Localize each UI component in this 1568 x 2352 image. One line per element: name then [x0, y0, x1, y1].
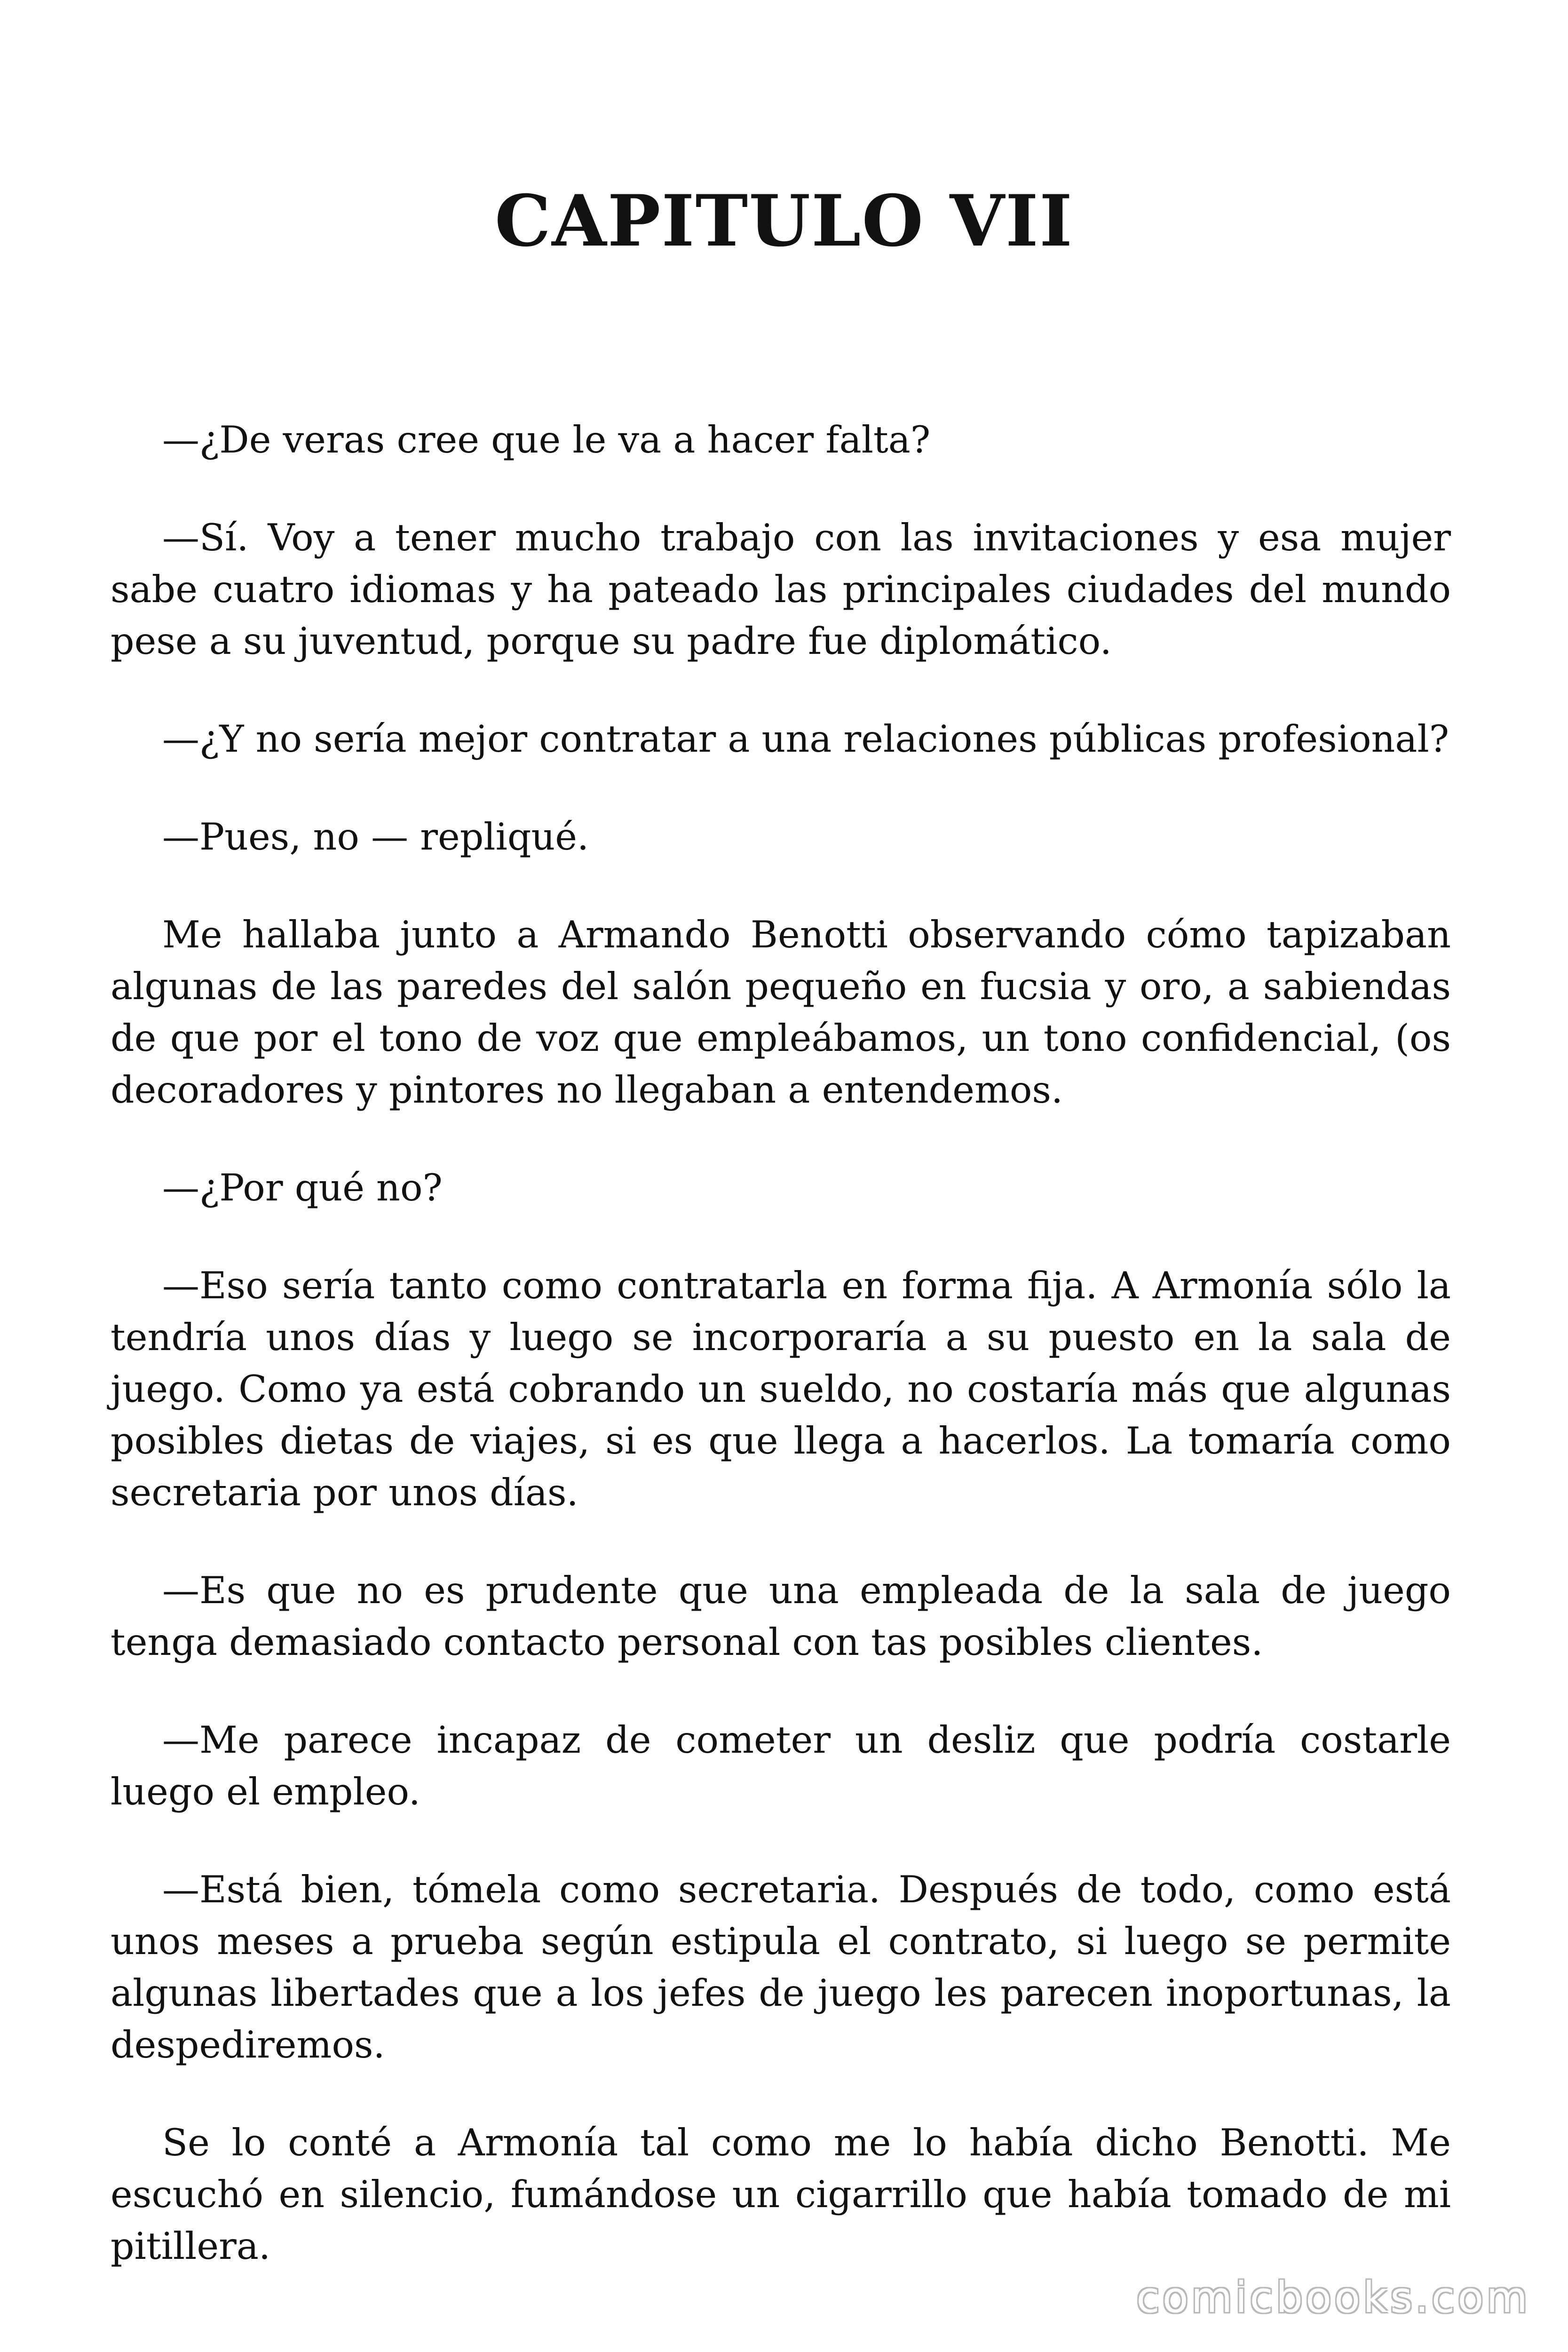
paragraph: —Es que no es prudente que una empleada de la sala de juego tenga demasiado contacto personal con tas posibles clientes.: [111, 1569, 1451, 1664]
paragraph: —¿Por qué no?: [162, 1166, 443, 1209]
paragraph: —Me parece incapaz de cometer un desliz que podría costarle luego el empleo.: [111, 1718, 1451, 1813]
chapter-title: CAPITULO VII: [494, 180, 1074, 262]
watermark: comicbooks.com: [1136, 2273, 1530, 2322]
paragraph: —Eso sería tanto como contratarla en forma fija. A Armonía sólo la tendría unos días y luego se incorporaría a su puesto en la sala de juego. Como ya está cobrando un sueldo, no costaría más que algunas posibles dietas de viajes, si es que llega a hacerlos. La tomaría como secretaria por unos días.: [111, 1264, 1451, 1514]
paragraph: —Sí. Voy a tener mucho trabajo con las invitaciones y esa mujer sabe cuatro idiomas y ha pateado las principales ciudades del mundo pese a su juventud, porque su padre fue diplomático.: [111, 516, 1451, 663]
paragraph: —Está bien, tómela como secretaria. Después de todo, como está unos meses a prueba según estipula el contrato, si luego se permite algunas libertades que a los jefes de juego les parecen inoportunas, la despediremos.: [111, 1868, 1451, 2066]
paragraph: Se lo conté a Armonía tal como me lo había dicho Benotti. Me escuchó en silencio, fumándose un cigarrillo que había tomado de mi pitillera.: [111, 2121, 1451, 2268]
chapter-body: [111, 414, 1451, 2318]
paragraph: —Pues, no — repliqué.: [162, 815, 589, 858]
paragraph: —¿Y no sería mejor contratar a una relaciones públicas profesional?: [162, 717, 1449, 761]
paragraph: —¿De veras cree que le va a hacer falta?: [162, 418, 931, 461]
paragraph: Me hallaba junto a Armando Benotti observando cómo tapizaban algunas de las paredes del salón pequeño en fucsia y oro, a sabiendas de que por el tono de voz que empleábamos, un tono confidencial, (os decoradores y pintores no llegaban a entendemos.: [111, 913, 1451, 1112]
